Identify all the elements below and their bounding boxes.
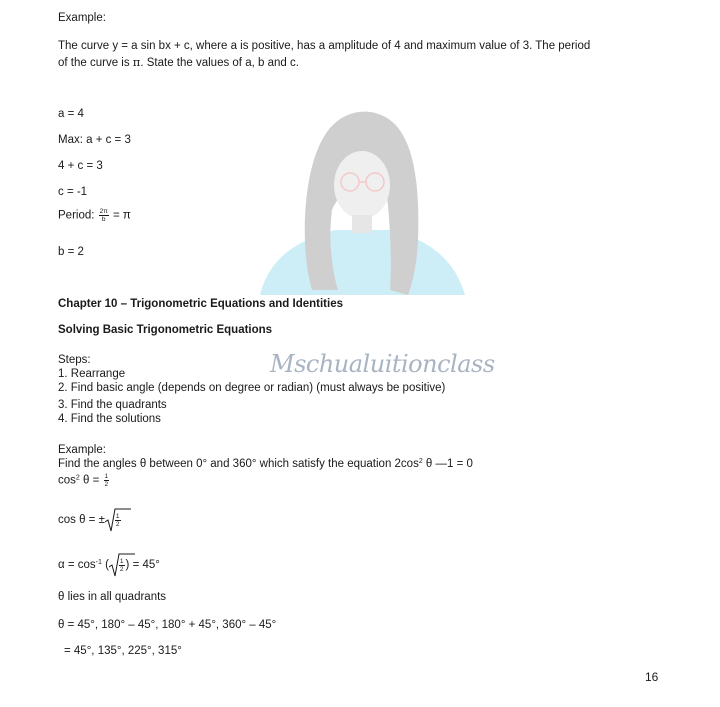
example2-label: Example: bbox=[58, 444, 106, 456]
example1-problem-line2: of the curve is π. State the values of a, b and c. bbox=[58, 55, 299, 69]
solutions-result: = 45°, 135°, 225°, 315° bbox=[64, 645, 182, 657]
example1-problem-line1: The curve y = a sin bx + c, where a is positive, has a amplitude of 4 and maximum value of 3. The period bbox=[58, 40, 591, 52]
example1-label: Example: bbox=[58, 12, 106, 24]
steps-label: Steps: bbox=[58, 354, 91, 366]
page-number: 16 bbox=[645, 670, 659, 684]
step-period: Period: $\frac{2\pi}{b}$ = π bbox=[58, 208, 131, 223]
sqrt-symbol: $\frac{1}{2}$ bbox=[109, 552, 126, 578]
step-c: c = -1 bbox=[58, 186, 88, 198]
steps-item: 3. Find the quadrants bbox=[58, 399, 167, 411]
step-b: b = 2 bbox=[58, 246, 84, 258]
watermark-text: Mschualuitionclass bbox=[270, 350, 495, 378]
chapter-heading: Chapter 10 – Trigonometric Equations and Identities bbox=[58, 298, 343, 310]
sqrt-symbol: $\frac{1}{2}$ bbox=[105, 507, 122, 533]
cos-squared-step: $\cos^2 \theta$ = $\frac{1}{2}$ bbox=[58, 473, 109, 488]
steps-item: 2. Find basic angle (depends on degree or radian) (must always be positive) bbox=[58, 382, 446, 394]
step-sum: 4 + c = 3 bbox=[58, 160, 103, 172]
quadrants-step: θ lies in all quadrants bbox=[58, 591, 167, 603]
section-heading: Solving Basic Trigonometric Equations bbox=[58, 324, 273, 336]
steps-item: 4. Find the solutions bbox=[58, 413, 161, 425]
solutions-step: θ = 45°, 180° – 45°, 180° + 45°, 360° – 45° bbox=[58, 619, 277, 631]
period-fraction: $\frac{2\pi}{b}$ bbox=[99, 208, 108, 223]
step-max: Max: a + c = 3 bbox=[58, 134, 131, 146]
step-a: a = 4 bbox=[58, 108, 84, 120]
cos-step: cos θ = ± $\frac{1}{2}$ bbox=[58, 507, 122, 533]
alpha-step: $\alpha = \cos^{-1}$ ( $\frac{1}{2}$ ) = 45° bbox=[58, 552, 160, 578]
watermark-illustration bbox=[240, 90, 480, 300]
example2-problem: Find the angles θ between 0° and 360° which satisfy the equation $2\cos^2$ θ —1 = 0 bbox=[58, 458, 473, 470]
steps-item: 1. Rearrange bbox=[58, 368, 126, 380]
